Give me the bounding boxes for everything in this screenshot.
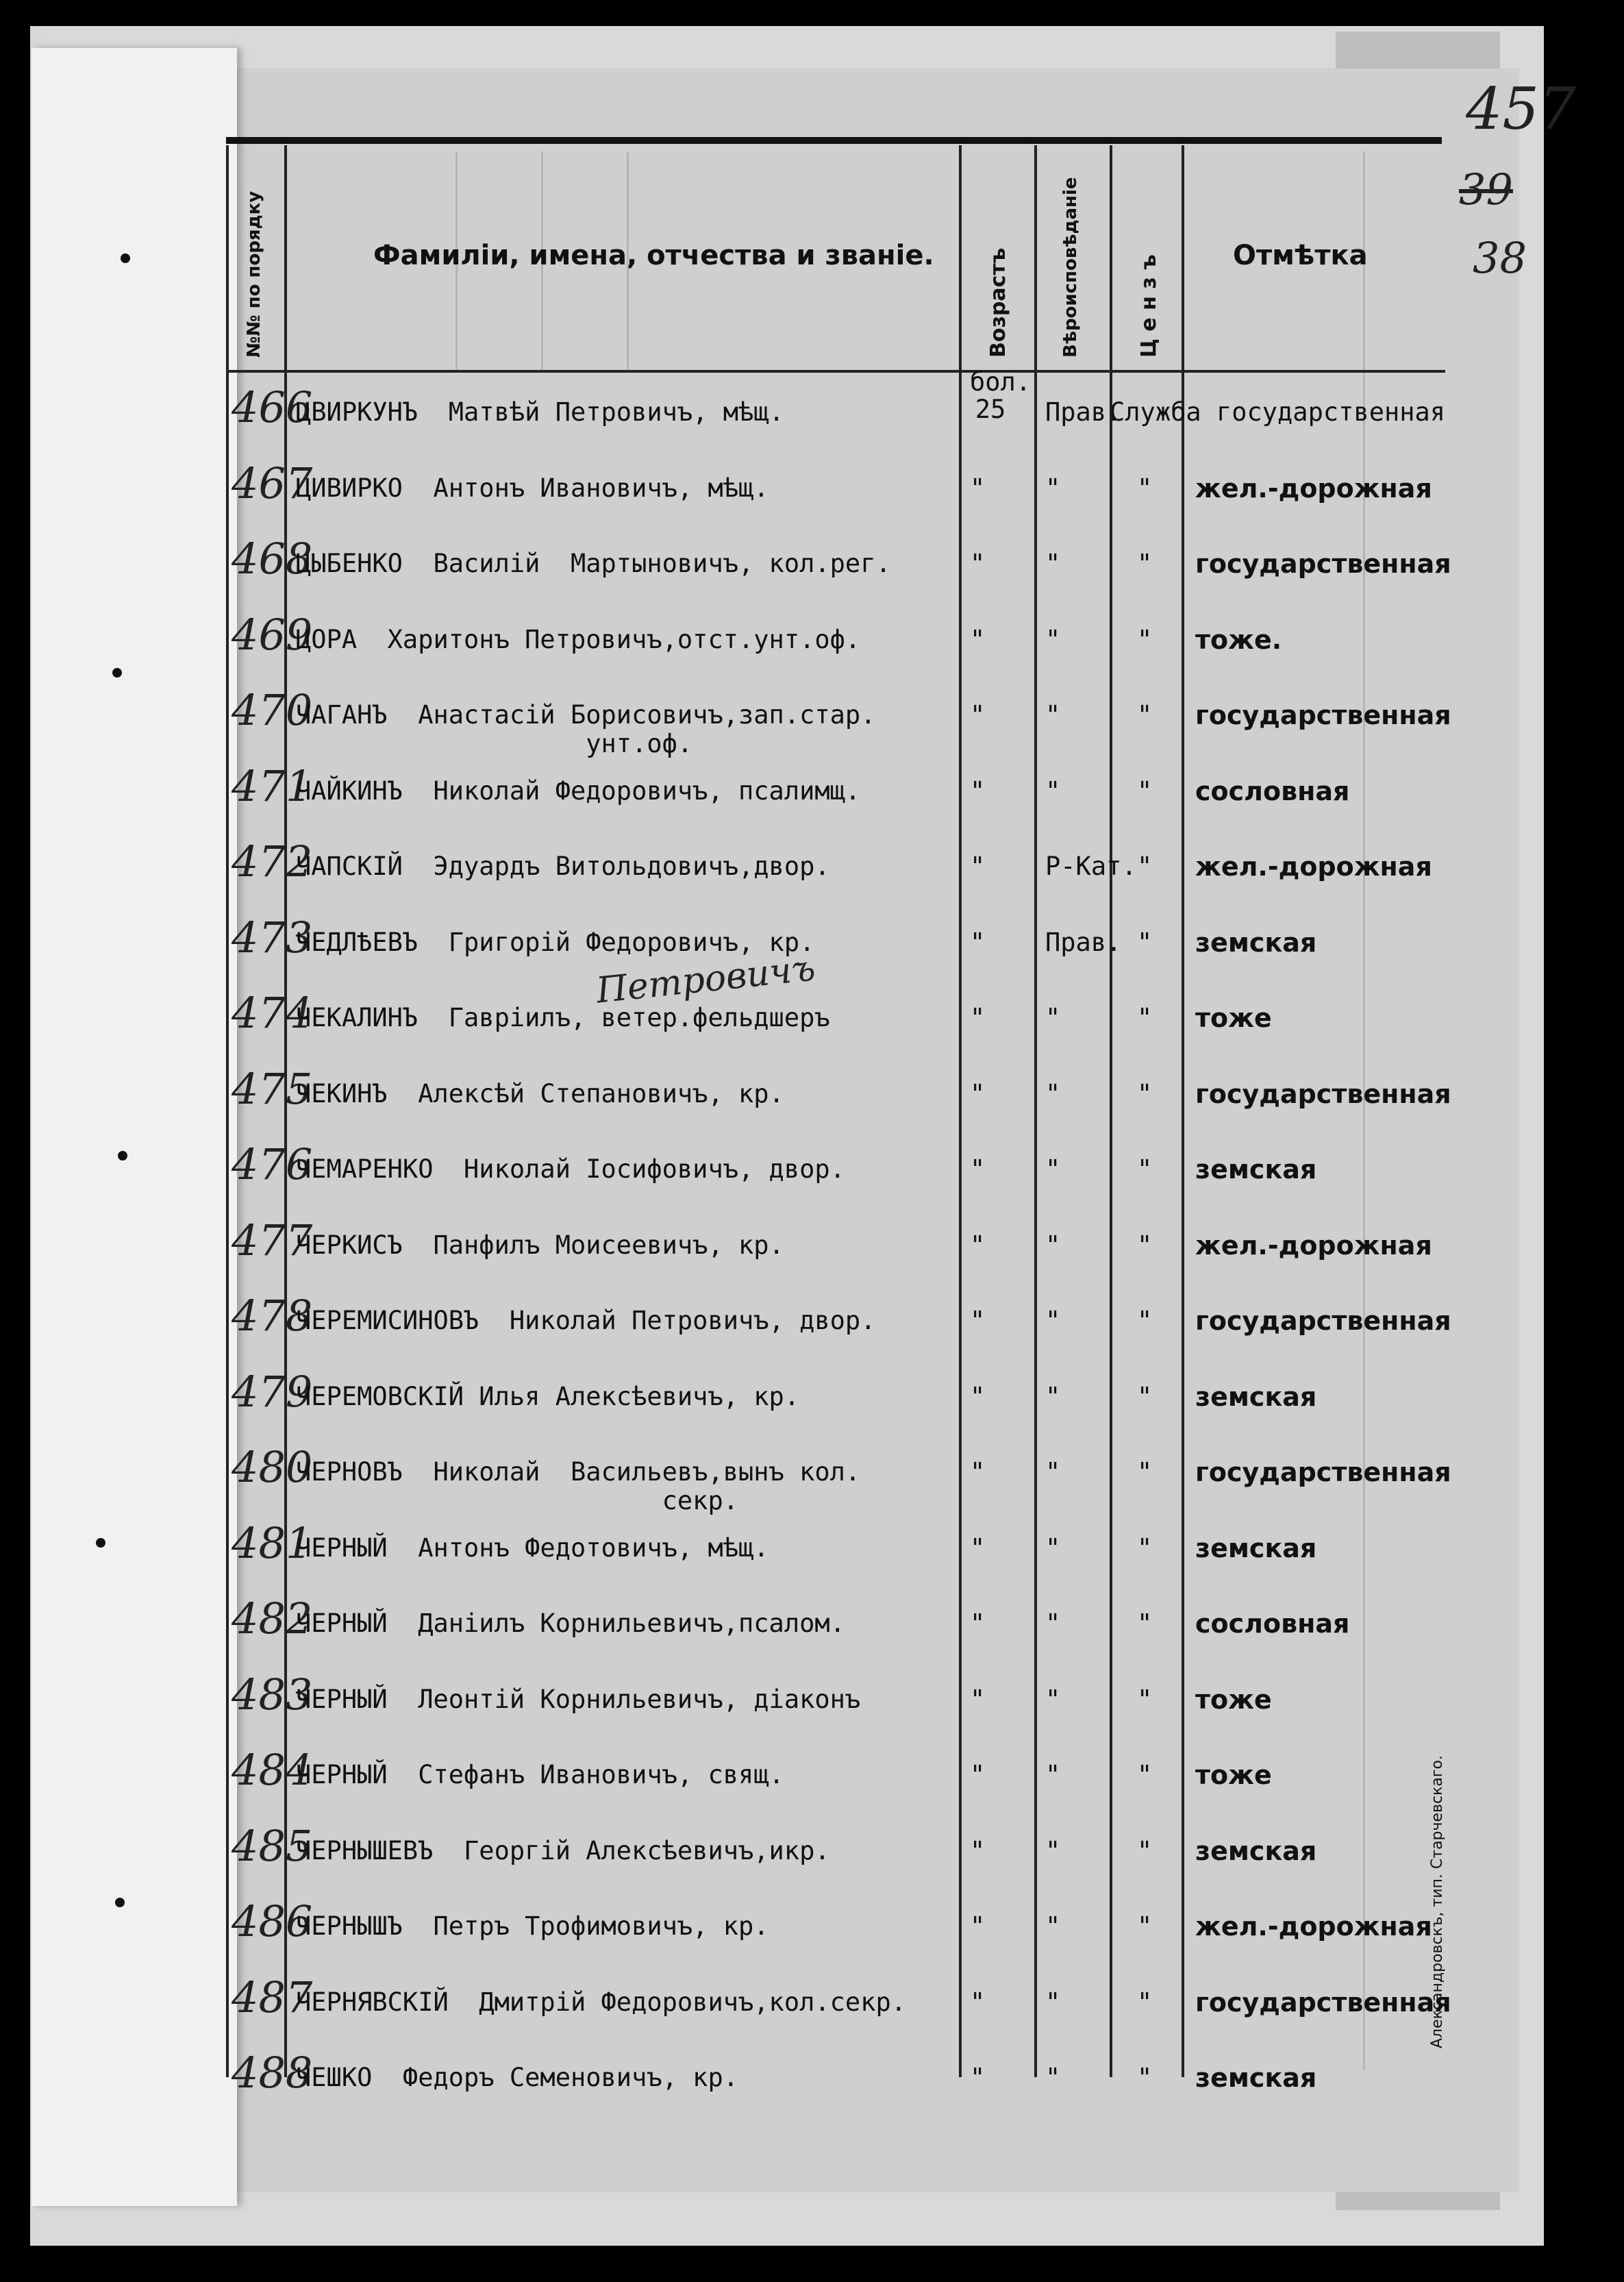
age-cell: " bbox=[970, 852, 986, 881]
religion-cell: Прав. bbox=[1045, 397, 1122, 427]
religion-cell: " bbox=[1045, 776, 1061, 806]
person-name: ЧЕРЕМОВСКІЙ Илья Алексѣевичъ, кр. bbox=[296, 1381, 800, 1411]
row-number: 485 bbox=[232, 1820, 313, 1871]
person-name: ЧЕРНЫЙ Стефанъ Ивановичъ, свящ. bbox=[296, 1760, 784, 1789]
page-number-third: 38 bbox=[1473, 233, 1527, 283]
mark-cell: государственная bbox=[1195, 1457, 1451, 1487]
person-name: ЧЕРНЫЙ Даніилъ Корнильевичъ,псалом. bbox=[296, 1609, 845, 1638]
table-row bbox=[226, 604, 1445, 680]
census-cell: " bbox=[1137, 1835, 1153, 1865]
mark-cell: тоже bbox=[1195, 1003, 1272, 1033]
table-row bbox=[226, 1967, 1451, 2042]
row-number: 481 bbox=[232, 1517, 313, 1568]
person-name: ЦОРА Харитонъ Петровичъ,отст.унт.оф. bbox=[296, 624, 861, 654]
mark-cell: земская bbox=[1195, 1154, 1317, 1185]
census-cell: " bbox=[1137, 1533, 1153, 1563]
header-bottom-rule bbox=[226, 370, 1445, 373]
census-cell: " bbox=[1137, 852, 1153, 881]
person-name: ЧЕРЕМИСИНОВЪ Николай Петровичъ, двор. bbox=[296, 1306, 876, 1335]
row-number: 475 bbox=[232, 1063, 313, 1114]
mark-cell: тоже. bbox=[1195, 624, 1282, 655]
person-name: ЧЕРНЫЙ Антонъ Федотовичъ, мѣщ. bbox=[296, 1533, 769, 1563]
row-number: 474 bbox=[232, 988, 313, 1038]
table-row bbox=[226, 1739, 1445, 1815]
census-cell: " bbox=[1137, 1911, 1153, 1941]
table-row bbox=[226, 1437, 1451, 1515]
row-number: 483 bbox=[232, 1669, 313, 1720]
row-number: 476 bbox=[232, 1139, 313, 1189]
age-cell: " bbox=[970, 1835, 986, 1865]
mark-cell: земская bbox=[1195, 1381, 1317, 1412]
table-row bbox=[226, 2042, 1445, 2118]
person-name-continued: секр. bbox=[296, 1486, 739, 1515]
header-order-no: №№ по порядку bbox=[244, 190, 264, 358]
age-cell: " bbox=[970, 1381, 986, 1411]
page-number-top: 457 bbox=[1466, 75, 1576, 142]
row-number: 473 bbox=[232, 912, 313, 963]
mark-cell: тоже bbox=[1195, 1760, 1272, 1790]
religion-cell: " bbox=[1045, 1609, 1061, 1638]
census-cell: " bbox=[1137, 1457, 1153, 1487]
religion-cell: " bbox=[1045, 549, 1061, 578]
religion-cell: " bbox=[1045, 2063, 1061, 2092]
person-name: ЧАГАНЪ Анастасій Борисовичъ,зап.стар. bbox=[296, 700, 876, 730]
age-cell: " bbox=[970, 1911, 986, 1941]
header-religion: Вѣроисповѣданіе bbox=[1060, 177, 1081, 358]
mark-cell: земская bbox=[1195, 927, 1317, 958]
person-name: ЧЕРКИСЪ Панфилъ Моисеевичъ, кр. bbox=[296, 1230, 784, 1260]
mark-cell: жел.-дорожная bbox=[1195, 1911, 1432, 1942]
age-cell: " bbox=[970, 2063, 986, 2092]
mark-cell: жел.-дорожная bbox=[1195, 852, 1432, 882]
age-cell: " bbox=[970, 1533, 986, 1563]
binding-strip bbox=[32, 48, 237, 2206]
census-cell: " bbox=[1137, 1381, 1153, 1411]
census-cell: " bbox=[1137, 700, 1153, 730]
mark-cell: жел.-дорожная bbox=[1195, 473, 1432, 504]
religion-cell: " bbox=[1045, 700, 1061, 730]
mark-cell: Служба государственная bbox=[1110, 397, 1446, 427]
header-mark: Отмѣтка bbox=[1233, 240, 1368, 271]
printer-imprint: Александровскъ, тип. Старчевскаго. bbox=[1429, 1755, 1446, 2048]
header-name: Фамиліи, имена, отчества и званіе. bbox=[373, 240, 934, 271]
person-name: ЧЕРНОВЪ Николай Васильевъ,вынъ кол. bbox=[296, 1457, 861, 1487]
person-name: ЧЕМАРЕНКО Николай Іосифовичъ, двор. bbox=[296, 1154, 845, 1184]
census-cell: " bbox=[1137, 549, 1153, 578]
census-cell: " bbox=[1137, 1078, 1153, 1108]
age-cell: " bbox=[970, 1987, 986, 2017]
religion-cell: " bbox=[1045, 1533, 1061, 1563]
census-cell: " bbox=[1137, 1003, 1153, 1032]
religion-cell: " bbox=[1045, 1760, 1061, 1789]
census-cell: " bbox=[1137, 2063, 1153, 2092]
religion-cell: Прав. bbox=[1045, 927, 1122, 957]
person-name: ЧЕДЛѢЕВЪ Григорій Федоровичъ, кр. bbox=[296, 927, 815, 957]
person-name: ЧАПСКІЙ Эдуардъ Витольдовичъ,двор. bbox=[296, 852, 830, 881]
age-cell: " bbox=[970, 1003, 986, 1032]
age-cell: " bbox=[970, 1230, 986, 1260]
binding-hole bbox=[96, 1538, 105, 1548]
binding-hole bbox=[121, 253, 130, 263]
person-name: ЧАЙКИНЪ Николай Федоровичъ, псалимщ. bbox=[296, 776, 861, 806]
table-row bbox=[226, 907, 1445, 982]
mark-cell: земская bbox=[1195, 1835, 1317, 1866]
table-row bbox=[226, 1891, 1445, 1966]
table-row bbox=[226, 982, 1445, 1058]
row-number: 482 bbox=[232, 1593, 313, 1644]
age-cell: " bbox=[970, 1306, 986, 1335]
table-row bbox=[226, 831, 1445, 906]
age-cell: " bbox=[970, 1078, 986, 1108]
age-cell: " bbox=[970, 1684, 986, 1714]
row-number: 479 bbox=[232, 1366, 313, 1417]
person-name-continued: унт.оф. bbox=[296, 729, 693, 758]
age-cell: " bbox=[970, 624, 986, 654]
census-cell: " bbox=[1137, 1230, 1153, 1260]
row-number: 470 bbox=[232, 685, 313, 735]
mark-cell: земская bbox=[1195, 1533, 1317, 1563]
census-cell: " bbox=[1137, 1306, 1153, 1335]
religion-cell: " bbox=[1045, 1457, 1061, 1487]
person-name: ЦВИРКУНЪ Матвѣй Петровичъ, мѣщ. bbox=[296, 397, 784, 427]
mark-cell: земская bbox=[1195, 2063, 1317, 2093]
mark-cell: сословная bbox=[1195, 776, 1350, 806]
row-number: 478 bbox=[232, 1291, 313, 1341]
census-cell: " bbox=[1137, 624, 1153, 654]
table-row bbox=[226, 1361, 1445, 1437]
census-cell: " bbox=[1137, 473, 1153, 503]
header-age: Возрастъ bbox=[986, 247, 1010, 358]
table-row bbox=[226, 1134, 1445, 1209]
religion-cell: " bbox=[1045, 473, 1061, 503]
age-cell: " bbox=[970, 1457, 986, 1487]
religion-cell: " bbox=[1045, 1230, 1061, 1260]
age-cell: " bbox=[970, 1154, 986, 1184]
mark-cell: государственная bbox=[1195, 1078, 1451, 1109]
religion-cell: " bbox=[1045, 1381, 1061, 1411]
person-name: ЧЕРНЫШЪ Петръ Трофимовичъ, кр. bbox=[296, 1911, 769, 1941]
page-number-second: 39 bbox=[1459, 164, 1513, 214]
religion-cell: " bbox=[1045, 1078, 1061, 1108]
religion-cell: " bbox=[1045, 1306, 1061, 1335]
register-table bbox=[226, 145, 1451, 2098]
person-name: ЧЕКАЛИНЪ Гавріилъ, ветер.фельдшеръ bbox=[296, 1003, 830, 1032]
table-row bbox=[226, 1815, 1445, 1891]
mark-cell: жел.-дорожная bbox=[1195, 1230, 1432, 1261]
census-cell: " bbox=[1137, 776, 1153, 806]
religion-cell: " bbox=[1045, 1911, 1061, 1941]
person-name: ЧЕШКО Федоръ Семеновичъ, кр. bbox=[296, 2063, 739, 2092]
age-cell: " bbox=[970, 1609, 986, 1638]
religion-cell: " bbox=[1045, 1987, 1061, 2017]
age-cell: " bbox=[970, 700, 986, 730]
table-row bbox=[226, 1210, 1445, 1285]
census-cell: " bbox=[1137, 1609, 1153, 1638]
religion-cell: " bbox=[1045, 1835, 1061, 1865]
census-cell: " bbox=[1137, 1154, 1153, 1184]
row-number: 477 bbox=[232, 1215, 313, 1265]
mark-cell: государственная bbox=[1195, 700, 1451, 730]
census-cell: " bbox=[1137, 927, 1153, 957]
table-row bbox=[226, 528, 1451, 604]
row-number: 472 bbox=[232, 836, 313, 886]
age-cell: " bbox=[970, 549, 986, 578]
row-number: 488 bbox=[232, 2048, 313, 2098]
row-number: 480 bbox=[232, 1442, 313, 1492]
row-number: 486 bbox=[232, 1896, 313, 1946]
religion-cell: " bbox=[1045, 1684, 1061, 1714]
binding-hole bbox=[112, 668, 122, 678]
table-row bbox=[226, 1058, 1451, 1134]
census-cell: " bbox=[1137, 1684, 1153, 1714]
age-cell: " bbox=[970, 1760, 986, 1789]
table-row bbox=[226, 756, 1445, 831]
mark-cell: государственная bbox=[1195, 1306, 1451, 1336]
age-cell: " bbox=[970, 927, 986, 957]
table-row bbox=[226, 1588, 1445, 1663]
table-row bbox=[226, 367, 1446, 452]
binding-hole bbox=[115, 1898, 125, 1907]
row-number: 466 bbox=[232, 382, 313, 432]
person-name: ЧЕРНЫШЕВЪ Георгій Алексѣевичъ,икр. bbox=[296, 1835, 830, 1865]
row-number: 469 bbox=[232, 609, 313, 660]
header-census: Ц е н з ъ bbox=[1137, 254, 1161, 358]
age-cell: бол. 25 bbox=[970, 367, 1032, 424]
table-row bbox=[226, 680, 1451, 758]
table-row bbox=[226, 1285, 1451, 1361]
handwritten-note: Петровичъ bbox=[594, 947, 818, 1012]
mark-cell: государственная bbox=[1195, 1987, 1451, 2018]
row-number: 471 bbox=[232, 760, 313, 811]
table-row bbox=[226, 453, 1445, 528]
row-number: 468 bbox=[232, 534, 313, 584]
religion-cell: " bbox=[1045, 624, 1061, 654]
person-name: ЦИВИРКО Антонъ Ивановичъ, мѣщ. bbox=[296, 473, 769, 503]
table-row bbox=[226, 1513, 1445, 1588]
age-cell: " bbox=[970, 776, 986, 806]
religion-cell: " bbox=[1045, 1154, 1061, 1184]
person-name: ЧЕРНЯВСКІЙ Дмитрій Федоровичъ,кол.секр. bbox=[296, 1987, 907, 2017]
binding-hole bbox=[118, 1151, 127, 1161]
row-number: 467 bbox=[232, 458, 313, 508]
religion-cell: " bbox=[1045, 1003, 1061, 1032]
table-top-rule bbox=[226, 137, 1442, 144]
mark-cell: тоже bbox=[1195, 1684, 1272, 1715]
row-number: 484 bbox=[232, 1745, 313, 1795]
census-cell: " bbox=[1137, 1760, 1153, 1789]
age-cell: " bbox=[970, 473, 986, 503]
religion-cell: Р-Кат. bbox=[1045, 852, 1137, 881]
mark-cell: государственная bbox=[1195, 549, 1451, 579]
table-row bbox=[226, 1664, 1445, 1739]
census-cell: " bbox=[1137, 1987, 1153, 2017]
mark-cell: сословная bbox=[1195, 1609, 1350, 1639]
person-name: ЧЕРНЫЙ Леонтій Корнильевичъ, діаконъ bbox=[296, 1684, 861, 1714]
person-name: ЧЕКИНЪ Алексѣй Степановичъ, кр. bbox=[296, 1078, 784, 1108]
row-number: 487 bbox=[232, 1972, 313, 2022]
person-name: ЦЫБЕНКО Василій Мартыновичъ, кол.рег. bbox=[296, 549, 891, 578]
